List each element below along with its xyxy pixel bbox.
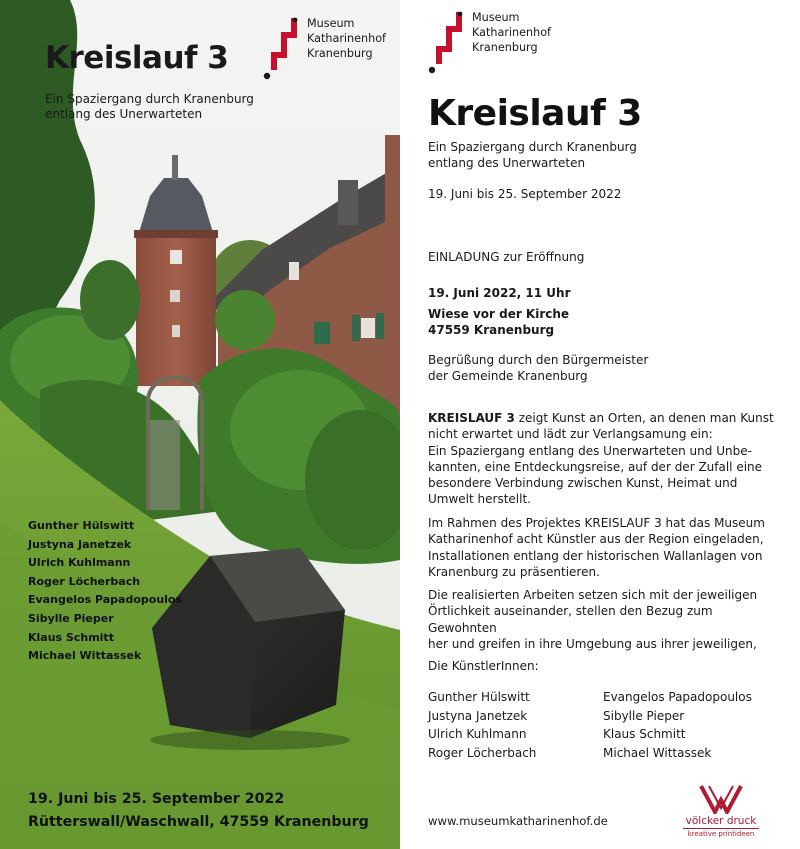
- logo-text-line: Museum: [307, 17, 355, 30]
- printer-logo: [683, 784, 759, 839]
- subtitle-line: entlang des Unerwarteten: [428, 156, 586, 171]
- subtitle: [428, 139, 778, 172]
- cover-title: Kreislauf 3: [45, 40, 229, 76]
- paragraph-line: besondere Verbindung zwischen Kunst, Heimat und: [428, 476, 738, 491]
- cover-address: Rütterswall/Waschwall, 47559 Kranenburg: [28, 814, 369, 830]
- printer-v-icon: [699, 784, 743, 814]
- artist-name: Sibylle Pieper: [603, 708, 685, 723]
- artist-name: Sibylle Pieper: [28, 611, 114, 625]
- works-paragraph: [428, 587, 778, 652]
- artist-name: Ulrich Kuhlmann: [28, 556, 131, 570]
- museum-logo: [428, 10, 551, 74]
- project-paragraph: [428, 515, 778, 580]
- opening-location: [428, 306, 778, 339]
- cover-subtitle-line: Ein Spaziergang durch Kranenburg: [45, 92, 254, 106]
- museum-logo-icon: [428, 10, 466, 74]
- artist-name: Roger Löcherbach: [28, 574, 141, 588]
- project-name-lead: KREISLAUF 3: [428, 411, 515, 425]
- opening-date: 19. Juni 2022, 11 Uhr: [428, 286, 571, 300]
- logo-text-line: Katharinenhof: [472, 26, 551, 39]
- artist-name: Evangelos Papadopoulos: [28, 593, 183, 607]
- paragraph-line: Im Rahmen des Projektes KREISLAUF 3 hat das Museum: [428, 516, 765, 530]
- paragraph-line: her und greifen in ihre Umgebung aus ihrer jeweiligen,: [428, 636, 757, 651]
- artist-name: Michael Wittassek: [28, 649, 142, 663]
- cover-date: 19. Juni bis 25. September 2022: [28, 791, 285, 807]
- cover-subtitle-line: entlang des Unerwarteten: [45, 107, 203, 121]
- greeting: [428, 352, 778, 385]
- intro-paragraph: [428, 410, 778, 508]
- invitation-heading: EINLADUNG zur Eröffnung: [428, 250, 585, 264]
- info-panel: [400, 0, 800, 849]
- museum-logo-icon: [263, 16, 301, 80]
- artist-name: Justyna Janetzek: [28, 537, 132, 551]
- paragraph-line: Kranenburg zu präsentieren.: [428, 564, 600, 579]
- paragraph-line: Umwelt herstellt.: [428, 492, 531, 507]
- artists-heading: Die KünstlerInnen:: [428, 659, 539, 673]
- paragraph-line: nicht erwartet und lädt zur Verlangsamung ein:: [428, 427, 713, 442]
- paragraph-line: Örtlichkeit auseinander, stellen den Bezug zum Gewohnten: [428, 604, 713, 635]
- subtitle-line: Ein Spaziergang durch Kranenburg: [428, 140, 637, 154]
- artist-name: Evangelos Papadopoulos: [603, 690, 752, 704]
- artist-name: Justyna Janetzek: [428, 708, 528, 723]
- cover-subtitle: [45, 92, 305, 122]
- greeting-line: Begrüßung durch den Bürgermeister: [428, 353, 649, 367]
- artist-name: Klaus Schmitt: [28, 630, 114, 644]
- artist-name: Klaus Schmitt: [603, 727, 686, 742]
- artist-name: Gunther Hülswitt: [28, 519, 135, 532]
- printer-tagline: kreative printideen: [683, 828, 759, 839]
- location-line: Wiese vor der Kirche: [428, 307, 570, 321]
- paragraph-line: zeigt Kunst an Orten, an denen man Kunst: [514, 411, 774, 425]
- artist-name: Michael Wittassek: [603, 746, 712, 761]
- greeting-line: der Gemeinde Kranenburg: [428, 369, 588, 384]
- cover-artist-list: [28, 517, 182, 666]
- artist-name: Gunther Hülswitt: [428, 690, 530, 704]
- exhibition-period: 19. Juni bis 25. September 2022: [428, 187, 622, 201]
- location-line: 47559 Kranenburg: [428, 323, 555, 338]
- artist-name: Roger Löcherbach: [428, 746, 537, 761]
- artists-grid: [428, 689, 778, 761]
- page-title: Kreislauf 3: [428, 93, 642, 134]
- logo-text-line: Kranenburg: [307, 47, 373, 60]
- printer-name: völcker druck: [685, 815, 757, 827]
- logo-text-line: Katharinenhof: [307, 32, 386, 45]
- museum-logo: [263, 16, 386, 80]
- paragraph-line: Katharinenhof acht Künstler aus der Region eingeladen,: [428, 532, 764, 547]
- artist-name: Ulrich Kuhlmann: [428, 727, 527, 742]
- website-link[interactable]: www.museumkatharinenhof.de: [428, 814, 608, 828]
- paragraph-line: kannten, eine Entdeckungsreise, auf der der Zufall eine: [428, 459, 763, 474]
- paragraph-line: Ein Spaziergang entlang des Unerwarteten und Unbe-: [428, 443, 752, 458]
- logo-text-line: Kranenburg: [472, 41, 538, 54]
- paragraph-line: Die realisierten Arbeiten setzen sich mit der jeweiligen: [428, 588, 758, 602]
- logo-text-line: Museum: [472, 11, 520, 24]
- paragraph-line: Installationen entlang der historischen Wallanlagen von: [428, 548, 763, 563]
